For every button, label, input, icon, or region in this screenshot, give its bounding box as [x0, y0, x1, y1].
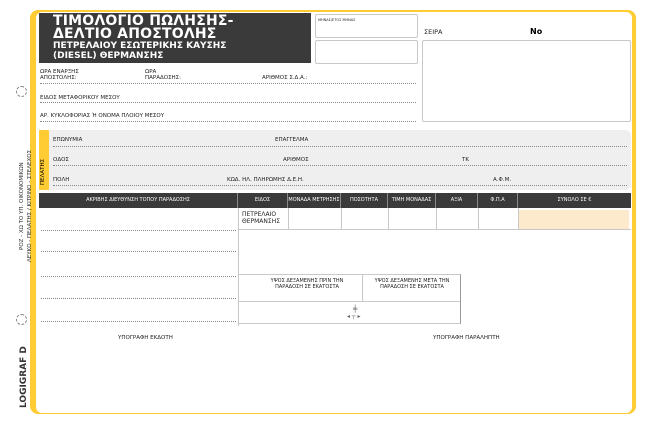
address-line[interactable] — [41, 230, 236, 231]
dei-code-label: ΚΩΔ. ΗΛ. ΠΛΗΡΩΜΗΣ Δ.Ε.Η. — [227, 177, 304, 183]
divider — [238, 229, 631, 230]
customer-tab: ΠΕΛΑΤΗΣ — [39, 130, 49, 190]
no-label: No — [530, 27, 543, 36]
plate-field[interactable] — [40, 121, 416, 122]
address-line[interactable] — [41, 298, 236, 299]
city-field[interactable] — [53, 185, 627, 186]
col-quantity: ΠΟΣΟΤΗΤΑ — [341, 193, 388, 208]
divider — [388, 208, 389, 229]
col-unit-price: ΤΙΜΗ ΜΟΝΑΔΑΣ — [388, 193, 436, 208]
product-name: ΠΕΤΡΕΛΑΙΟ ΘΕΡΜΑΝΣΗΣ — [242, 211, 280, 225]
divider — [362, 275, 363, 301]
col-unit: ΜΟΝΑΔΑ ΜΕΤΡΗΣΗΣ — [288, 193, 341, 208]
divider — [436, 208, 437, 229]
col-total: ΣΥΝΟΛΟ ΣΕ € — [557, 196, 592, 203]
series-label: ΣΕΙΡΑ — [424, 28, 443, 36]
number-label: ΑΡΙΘΜΟΣ — [283, 157, 309, 163]
departure-time-label: ΩΡΑ ΕΝΑΡΞΗΣ ΑΠΟΣΤΟΛΗΣ: — [40, 69, 79, 81]
transport-type-field[interactable] — [40, 102, 416, 103]
address-line[interactable] — [41, 321, 236, 322]
date-label: ΜΗΝΑΣ/ΕΤΟΣ ΜΗΝΑΣ — [318, 18, 356, 22]
postal-code-label: ΤΚ — [462, 157, 469, 163]
plate-label: ΑΡ. ΚΥΚΛΟΦΟΡΙΑΣ Ή ΟΝΟΜΑ ΠΛΟΙΟΥ ΜΕΣΟΥ — [40, 113, 165, 119]
items-table-header — [39, 193, 631, 208]
divider — [288, 208, 289, 229]
date-value-box[interactable] — [315, 40, 418, 64]
address-line[interactable] — [41, 276, 236, 277]
tank-after-label: ΥΨΟΣ ΔΕΞΑΜΕΝΗΣ ΜΕΤΑ ΤΗΝ ΠΑΡΑΔΟΣΗ ΣΕ ΕΚΑΤΟΣΤΑ — [374, 278, 450, 290]
punch-hole-icon — [16, 86, 27, 97]
date-box[interactable] — [315, 14, 418, 38]
customer-name-field[interactable] — [53, 146, 627, 147]
series-number-box[interactable] — [422, 40, 631, 122]
col-value: ΑΞΙΑ — [436, 193, 478, 208]
divider — [478, 208, 479, 229]
side-copies-text-2: ΛΕΥΚΟ - ΠΕΛΑΤΗΣ / ΚΙΤΡΙΝΟ - ΣΤΕΛΕΧΟΣ — [27, 149, 33, 262]
subtitle-text: ΠΕΤΡΕΛΑΙΟΥ ΕΣΩΤΕΡΙΚΗΣ ΚΑΥΣΗΣ (DIESEL) ΘΕΡΜΑΝΣΗΣ — [53, 41, 227, 61]
sda-number-field[interactable] — [40, 83, 416, 84]
customer-section — [39, 130, 631, 190]
brand-logo: LOGIGRAF D — [19, 346, 29, 408]
afm-label: Α.Φ.Μ. — [493, 177, 512, 183]
tank-before-label: ΥΨΟΣ ΔΕΞΑΜΕΝΗΣ ΠΡΙΝ ΤΗΝ ΠΑΡΑΔΟΣΗ ΣΕ ΕΚΑΤΟΣΤΑ — [270, 278, 344, 290]
issuer-signature-label: ΥΠΟΓΡΑΦΗ ΕΚΔΟΤΗ — [118, 335, 173, 341]
city-label: ΠΟΛΗ — [53, 177, 70, 183]
address-line[interactable] — [41, 251, 236, 252]
sda-number-label: ΑΡΙΘΜΟΣ Σ.Δ.Α.: — [262, 75, 308, 81]
col-type: ΕΙΔΟΣ — [238, 193, 288, 208]
col-address: ΑΚΡΙΒΗΣ ΔΙΕΥΘΥΝΣΗ ΤΟΠΟΥ ΠΑΡΑΔΟΣΗΣ — [39, 193, 238, 208]
customer-profession-label: ΕΠΑΓΓΕΛΜΑ — [275, 137, 309, 143]
tick-marks-icon: ╪ — [353, 305, 358, 313]
street-label: ΟΔΟΣ — [53, 157, 69, 163]
divider — [239, 301, 460, 302]
street-field[interactable] — [53, 165, 627, 166]
divider — [518, 208, 519, 229]
total-cell[interactable] — [519, 210, 629, 229]
delivery-time-label: ΩΡΑ ΠΑΡΑΔΟΣΗΣ: — [145, 69, 182, 81]
transport-type-label: ΕΙΔΟΣ ΜΕΤΑΦΟΡΙΚΟΥ ΜΕΣΟΥ — [40, 95, 120, 101]
items-table-body — [39, 208, 631, 326]
side-copies-text: ΡΟΖ - ΧΩ ΤΟ ΥΠ. ΟΙΚΟΝΟΜΙΚΩΝ — [19, 162, 25, 250]
recipient-signature-label: ΥΠΟΓΡΑΦΗ ΠΑΡΑΛΗΠΤΗ — [433, 335, 500, 341]
customer-name-label: ΕΠΩΝΥΜΙΑ — [53, 137, 83, 143]
title-block — [39, 13, 311, 63]
col-vat: Φ.Π.Α — [478, 193, 518, 208]
tank-box — [238, 274, 461, 324]
title-text: ΤΙΜΟΛΟΓΙΟ ΠΩΛΗΣΗΣ- ΔΕΛΤΙΟ ΑΠΟΣΤΟΛΗΣ — [53, 13, 234, 42]
arrow-icon: ◂ ┬ ▸ — [347, 313, 361, 320]
divider — [341, 208, 342, 229]
punch-hole-icon — [16, 314, 27, 325]
